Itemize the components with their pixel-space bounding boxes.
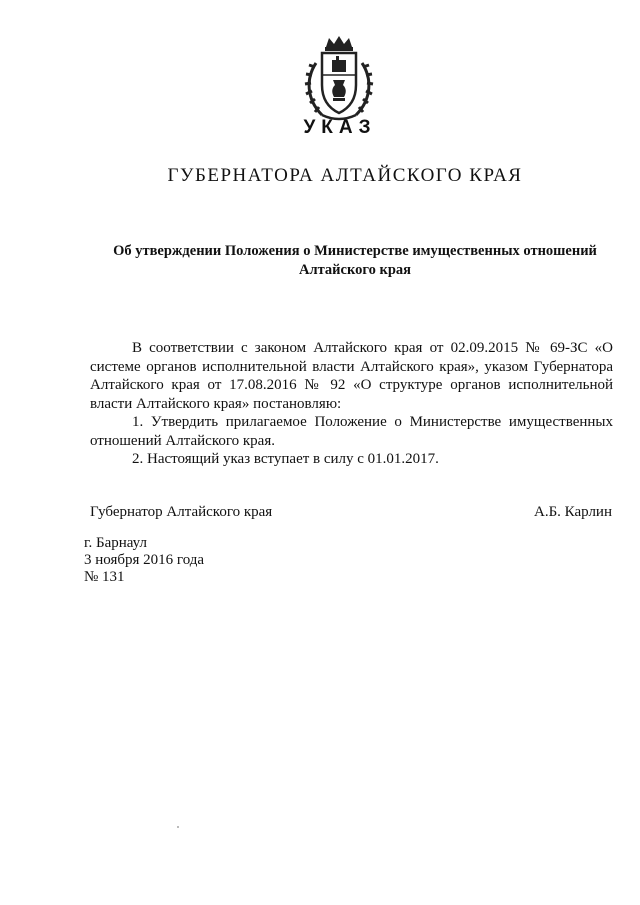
document-footer (84, 535, 204, 586)
signatory-name: А.Б. Карлин (533, 504, 612, 520)
body-paragraph: 2. Настоящий указ вступает в силу с 01.01.2017. (132, 451, 439, 467)
signature-block (90, 504, 612, 521)
signatory-position: Губернатор Алтайского края (90, 504, 273, 520)
document-title: УКАЗ (303, 117, 377, 138)
body-paragraph: В соответствии с законом Алтайского края от 02.09.2015 № 69-ЗС «О системе органов исполнительной власти Алтайского края», указом Губернатора Алтайского края от 17.08.2016 № 92 «О структуре органов исполнительной власти Алтайского края» постановляю: (90, 340, 613, 412)
body-paragraph: 1. Утвердить прилагаемое Положение о Министерстве имущественных отношений Алтайского края. (90, 414, 613, 449)
issue-date: 3 ноября 2016 года (84, 552, 205, 568)
document-body (90, 339, 613, 469)
document-number: № 131 (84, 569, 125, 585)
coat-of-arms-icon (296, 33, 382, 125)
document-heading: Об утверждении Положения о Министерстве имущественных отношений Алтайского края (113, 243, 597, 278)
scan-speck (177, 826, 179, 828)
issue-city: г. Барнаул (84, 535, 147, 551)
document-subtitle: ГУБЕРНАТОРА АЛТАЙСКОГО КРАЯ (167, 165, 523, 186)
